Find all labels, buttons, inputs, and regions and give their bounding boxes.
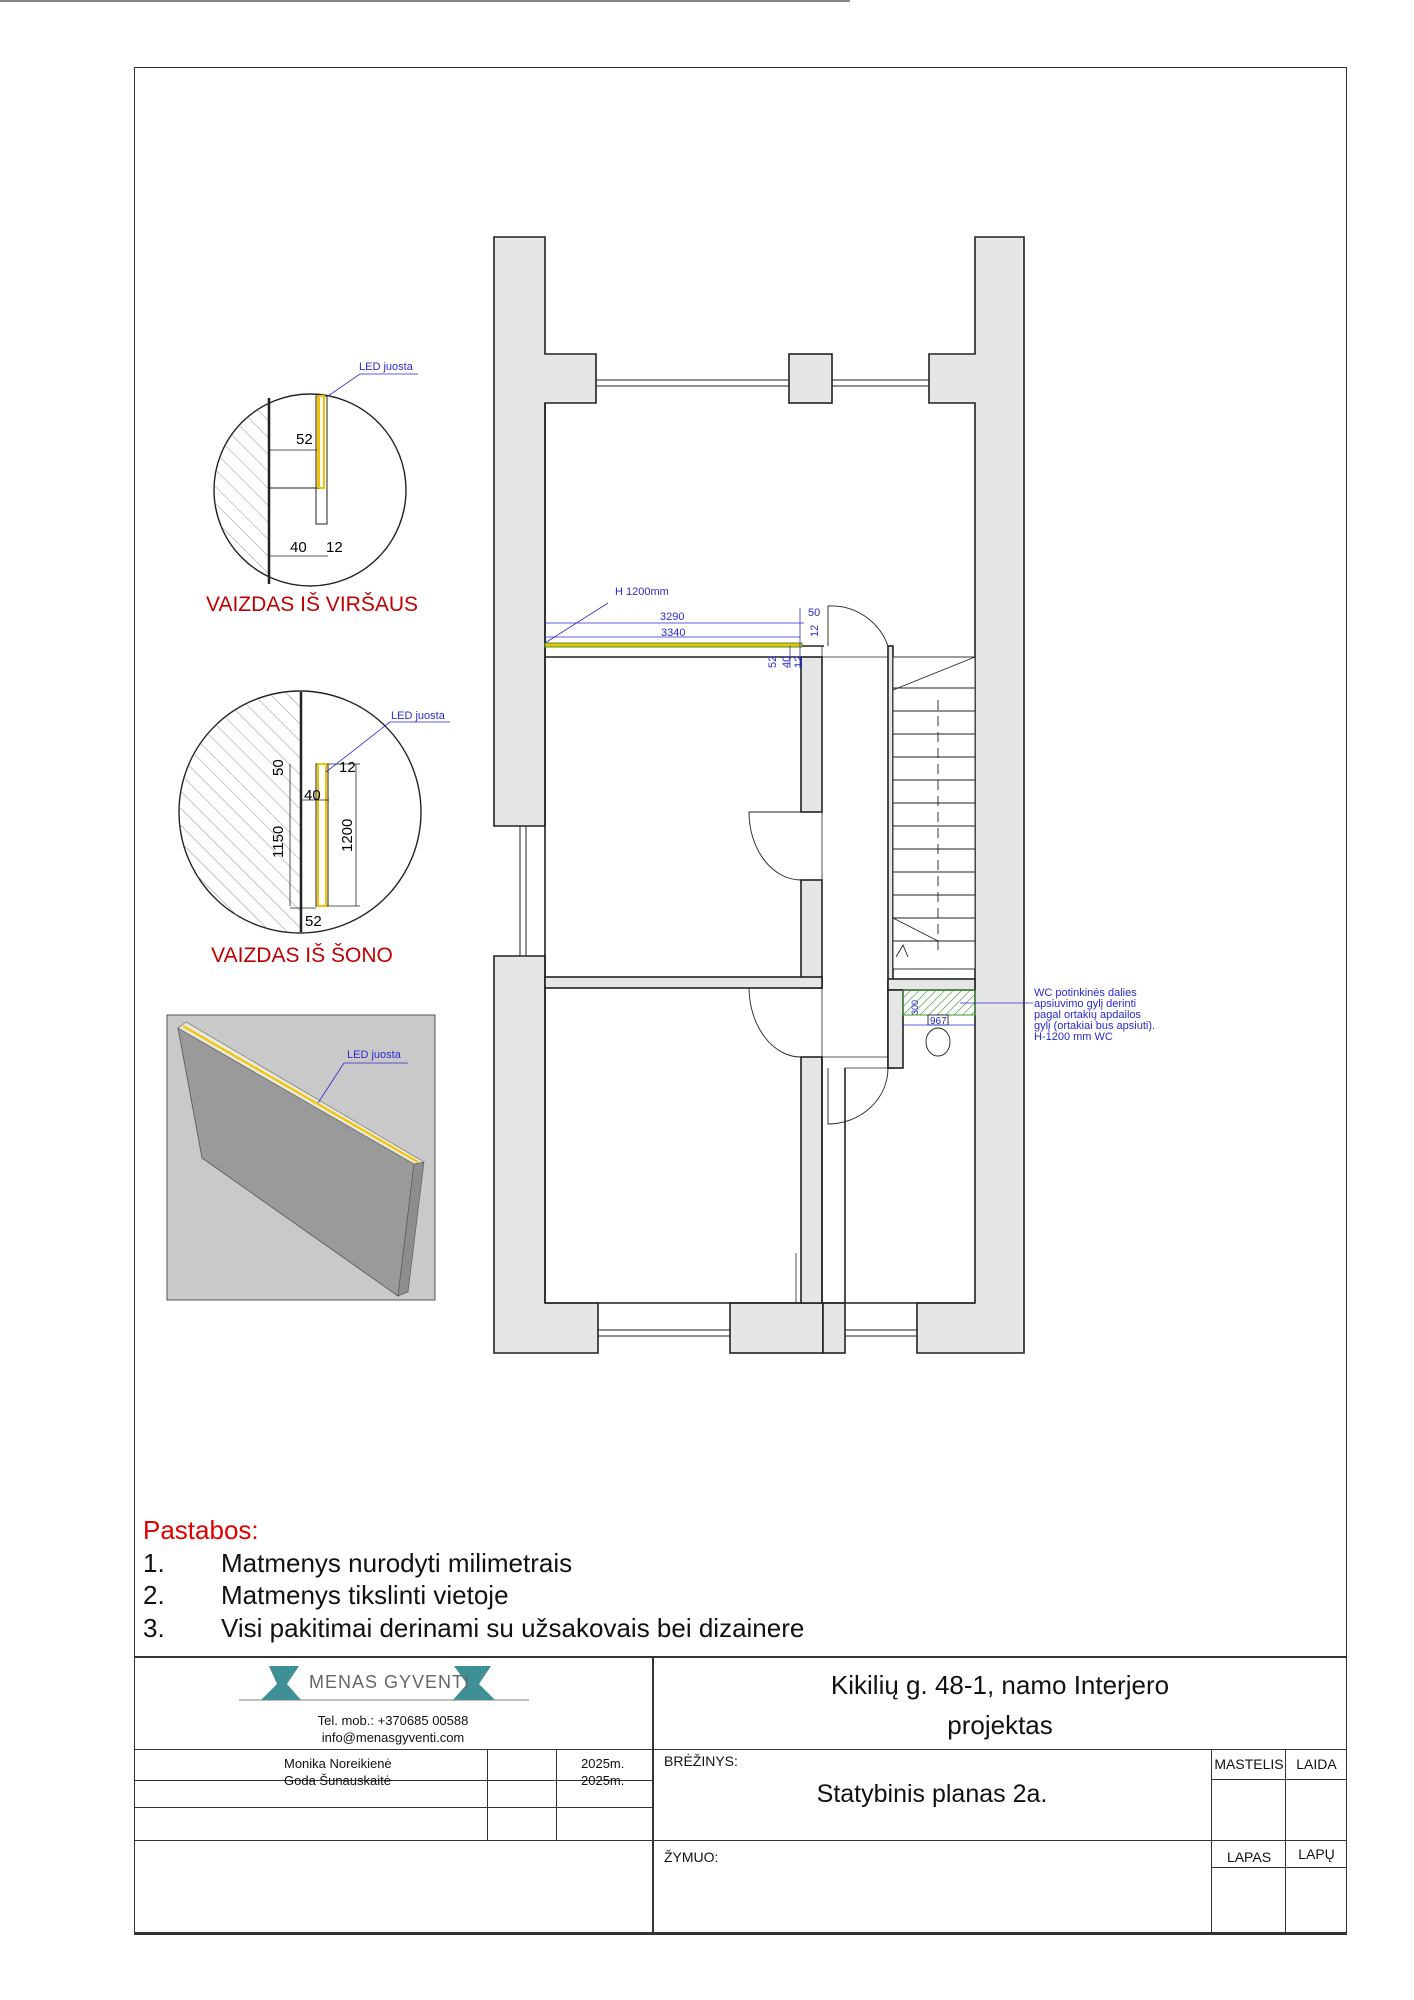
detail-side-dim-1150: 1150 — [270, 825, 287, 858]
title-block — [134, 1656, 1347, 1934]
person-1: Monika Noreikienė — [284, 1756, 392, 1771]
project-title-line2: projektas — [947, 1710, 1053, 1740]
door-bathroom — [828, 1068, 888, 1124]
logo-mark-left — [261, 1666, 301, 1700]
detail-side-dim-40: 40 — [304, 787, 321, 804]
wall-left-lower — [494, 956, 598, 1353]
wall-pier-top — [789, 354, 832, 403]
note-item — [143, 1547, 804, 1580]
wall-pier-bottom — [730, 1303, 823, 1353]
detail-top-dim-12: 12 — [326, 539, 343, 556]
laida-label: LAIDA — [1296, 1756, 1337, 1772]
wc-note-line5: H-1200 mm WC — [1034, 1031, 1113, 1043]
partition-wc-left — [888, 990, 903, 1068]
plan-dim-3290: 3290 — [660, 611, 685, 623]
logo — [239, 1662, 539, 1706]
detail-side-dim-50: 50 — [270, 759, 287, 776]
note-item — [143, 1579, 804, 1612]
door-top-right — [828, 606, 888, 646]
detail-side-title: VAIZDAS IŠ ŠONO — [211, 944, 393, 967]
partition-bottom-mid — [801, 1057, 822, 1303]
note-text: Matmenys nurodyti milimetrais — [221, 1547, 573, 1578]
detail-side-view — [170, 690, 450, 967]
person-2: Goda Šunauskaitė — [284, 1773, 391, 1788]
project-title-line1: Kikilių g. 48-1, namo Interjero — [830, 1670, 1170, 1700]
wc-dim-300: 300 — [910, 999, 920, 1015]
lapu-label: LAPŲ — [1298, 1846, 1335, 1862]
notes-block — [143, 1514, 804, 1644]
wc-bowl — [926, 1028, 950, 1056]
detail-top-title: VAIZDAS IŠ VIRŠAUS — [206, 593, 418, 616]
door-lower-room — [749, 988, 801, 1057]
detail-side-led-label: LED juosta — [391, 710, 445, 722]
partition-mid-upper — [801, 657, 822, 812]
plan-dim-v40: 40 — [781, 655, 793, 668]
note-text: Matmenys tikslinti vietoje — [221, 1580, 509, 1610]
door-mid-room — [749, 812, 801, 880]
render-led-label: LED juosta — [347, 1049, 401, 1061]
lapas-label: LAPAS — [1226, 1849, 1272, 1865]
detail-top-view — [200, 361, 418, 616]
contact-phone: Tel. mob.: +370685 00588 — [317, 1713, 469, 1728]
detail-side-dim-1200: 1200 — [339, 818, 356, 852]
plan-dim-v52: 52 — [767, 655, 779, 668]
wc-note-line4: gylį (ortakiai bus apsiuti). — [1034, 1020, 1156, 1032]
plan-h-label: H 1200mm — [615, 586, 669, 598]
panel-3d-render — [167, 1015, 435, 1300]
detail-top-led-label: LED juosta — [359, 361, 413, 373]
window-top-left — [596, 380, 789, 386]
wc-note-line1: WC potinkinės dalies — [1034, 987, 1137, 999]
notes-title: Pastabos: — [143, 1515, 259, 1545]
wc-note-line2: apsiuvimo gylį derinti — [1034, 998, 1137, 1010]
window-top-right — [832, 380, 929, 386]
led-panel-plan — [545, 643, 802, 647]
year-2: 2025m. — [581, 1773, 625, 1788]
note-text: Visi pakitimai derinami su užsakovais bei dizainere — [221, 1612, 805, 1643]
detail-top-dim-52: 52 — [296, 431, 313, 448]
partition-mid-lower — [801, 880, 822, 988]
zymuo-label: ŽYMUO: — [664, 1849, 719, 1865]
note-num: 2. — [143, 1580, 165, 1610]
wall-pier-bottom-right — [823, 1303, 845, 1353]
year-1: 2025m. — [581, 1756, 625, 1771]
plan-dim-3340: 3340 — [661, 627, 686, 639]
detail-side-dim-12: 12 — [339, 759, 356, 776]
staircase — [893, 657, 975, 969]
partition-wc-top — [888, 979, 975, 990]
plan-dim-v12: 12 — [793, 655, 805, 668]
contact-email: info@menasgyventi.com — [321, 1730, 465, 1745]
wc-note-line3: pagal ortakių apdailos — [1034, 1009, 1142, 1021]
plan-dim-50: 50 — [808, 607, 821, 619]
plan-dimensions — [545, 586, 1155, 1043]
detail-side-dim-52: 52 — [305, 913, 322, 930]
plan-dim-12: 12 — [809, 624, 821, 637]
logo-text: MENAS GYVENTI — [309, 1672, 471, 1692]
window-bottom-left — [598, 1330, 730, 1336]
note-num: 3. — [143, 1612, 165, 1643]
partition-h1 — [545, 977, 822, 988]
detail-top-dim-40: 40 — [290, 539, 307, 556]
note-item — [143, 1612, 804, 1645]
brezinys-label: BRĖŽINYS: — [664, 1753, 738, 1769]
drawing-title: Statybinis planas 2a. — [816, 1780, 1048, 1808]
window-left — [520, 826, 526, 956]
mastelis-label: MASTELIS — [1214, 1756, 1284, 1772]
floor-plan — [494, 237, 1024, 1353]
wc-dim-967: 967 — [930, 1016, 947, 1027]
note-num: 1. — [143, 1547, 165, 1578]
window-bottom-right — [845, 1330, 917, 1336]
